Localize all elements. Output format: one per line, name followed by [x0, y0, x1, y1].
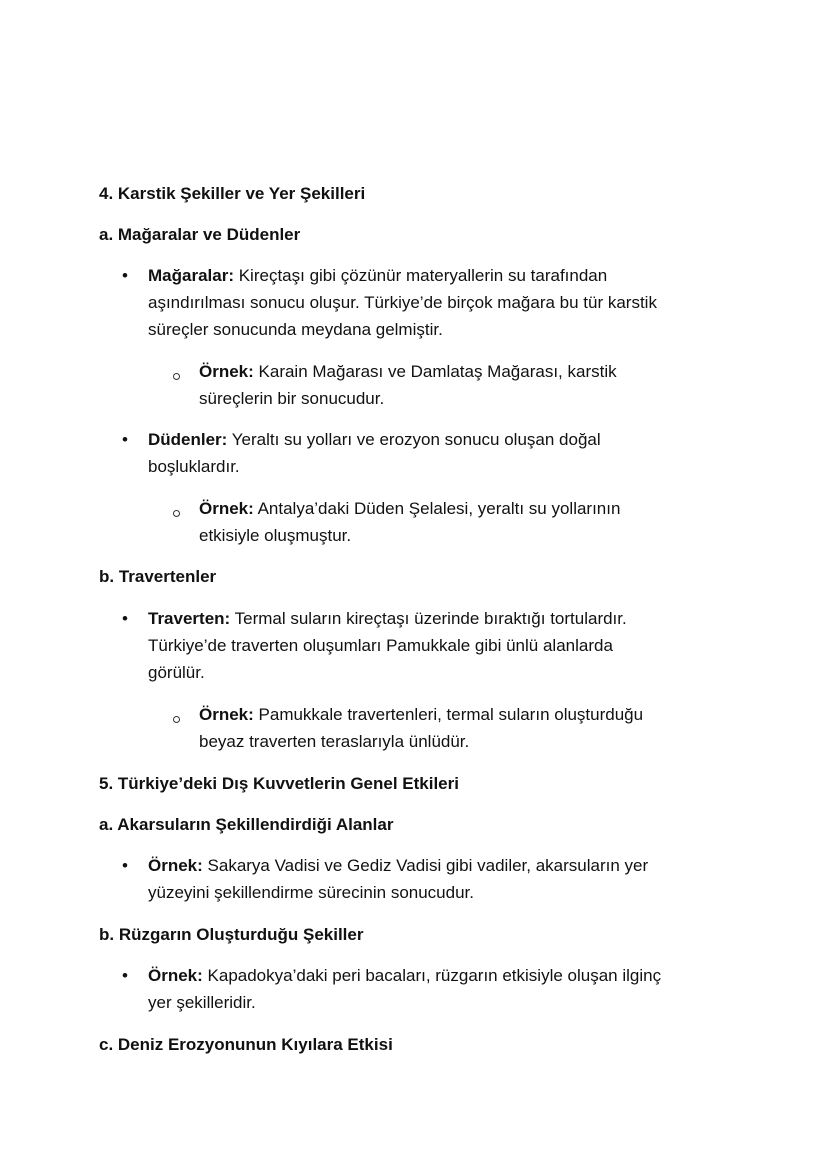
item-term: Düdenler: [148, 430, 228, 449]
subsection-heading: b. Rüzgarın Oluşturduğu Şekiller [99, 925, 364, 944]
item-term: Traverten: [148, 609, 231, 628]
bullet-icon: • [122, 609, 128, 628]
item-term: Örnek: [148, 966, 203, 985]
item-text: Kapadokya’daki peri bacaları, rüzgarın etkisiyle oluşan ilginç [202, 966, 662, 985]
item-text: görülür. [148, 663, 205, 682]
list-item-example [199, 701, 643, 755]
item-text: Yeraltı su yolları ve erozyon sonucu oluşan doğal [227, 430, 601, 449]
list-item [148, 426, 601, 480]
item-text: Kireçtaşı gibi çözünür materyallerin su tarafından [233, 266, 608, 285]
item-text: boşluklardır. [148, 457, 240, 476]
list-item [148, 852, 648, 906]
example-text: Karain Mağarası ve Damlataş Mağarası, karstik [253, 362, 617, 381]
item-text: Sakarya Vadisi ve Gediz Vadisi gibi vadiler, akarsuların yer [202, 856, 649, 875]
example-text: Pamukkale travertenleri, termal suların oluşturduğu [253, 705, 644, 724]
example-text: Antalya’daki Düden Şelalesi, yeraltı su yollarının [253, 499, 621, 518]
list-item-example [199, 358, 617, 412]
item-term: Örnek: [148, 856, 203, 875]
example-text: beyaz traverten teraslarıyla ünlüdür. [199, 732, 470, 751]
circle-bullet-icon [173, 510, 180, 517]
section-heading: 4. Karstik Şekiller ve Yer Şekilleri [99, 184, 366, 203]
list-item-example [199, 495, 620, 549]
circle-bullet-icon [173, 373, 180, 380]
bullet-icon: • [122, 266, 128, 285]
item-text: süreçler sonucunda meydana gelmiştir. [148, 320, 443, 339]
item-text: aşındırılması sonucu oluşur. Türkiye’de birçok mağara bu tür karstik [148, 293, 657, 312]
item-text: Termal suların kireçtaşı üzerinde bıraktığı tortulardır. [230, 609, 627, 628]
item-term: Mağaralar: [148, 266, 234, 285]
subsection-heading: c. Deniz Erozyonunun Kıyılara Etkisi [99, 1035, 393, 1054]
subsection-heading: a. Akarsuların Şekillendirdiği Alanlar [99, 815, 394, 834]
item-text: Türkiye’de traverten oluşumları Pamukkale gibi ünlü alanlarda [148, 636, 613, 655]
item-text: yüzeyini şekillendirme sürecinin sonucudur. [148, 883, 474, 902]
bullet-icon: • [122, 430, 128, 449]
subsection-heading: a. Mağaralar ve Düdenler [99, 225, 301, 244]
list-item [148, 962, 661, 1016]
example-term: Örnek: [199, 705, 254, 724]
section-heading: 5. Türkiye’deki Dış Kuvvetlerin Genel Etkileri [99, 774, 459, 793]
example-term: Örnek: [199, 499, 254, 518]
bullet-icon: • [122, 966, 128, 985]
item-text: yer şekilleridir. [148, 993, 256, 1012]
example-term: Örnek: [199, 362, 254, 381]
example-text: süreçlerin bir sonucudur. [199, 389, 385, 408]
bullet-icon: • [122, 856, 128, 875]
circle-bullet-icon [173, 716, 180, 723]
subsection-heading: b. Travertenler [99, 567, 217, 586]
list-item [148, 605, 627, 686]
example-text: etkisiyle oluşmuştur. [199, 526, 352, 545]
list-item [148, 262, 657, 343]
